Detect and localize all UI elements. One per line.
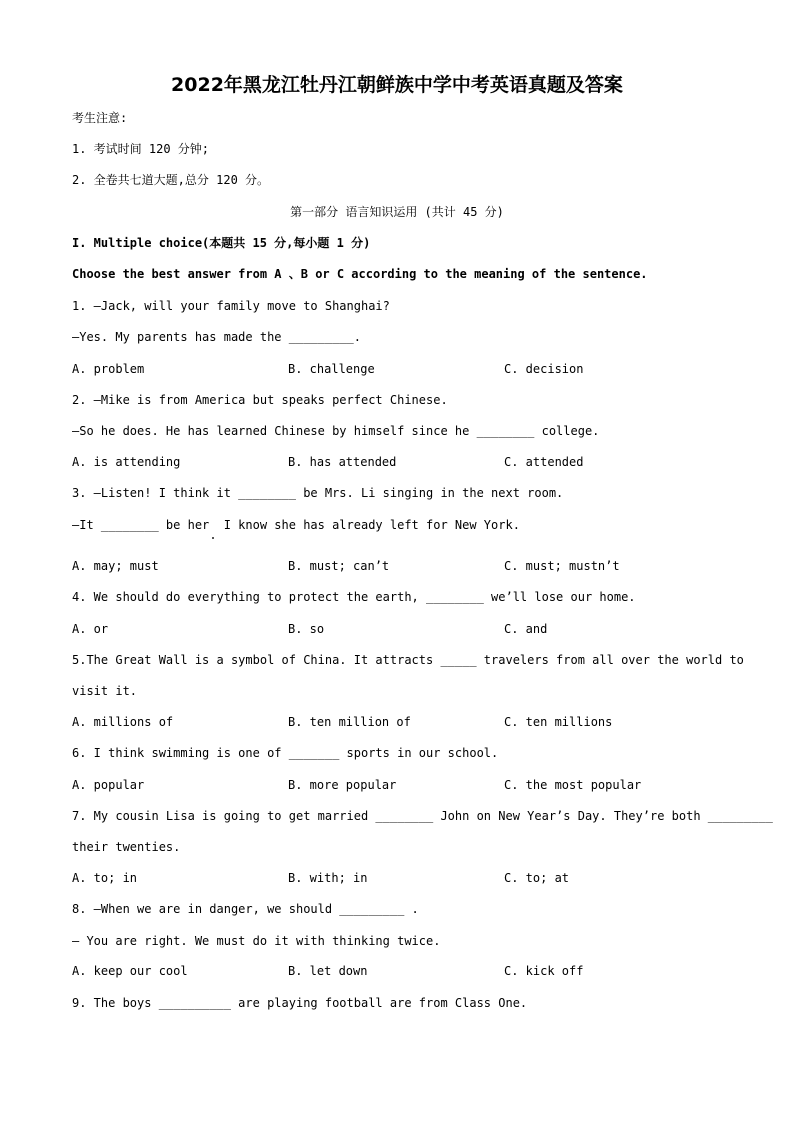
question-5-option-c: C. ten millions: [504, 715, 613, 729]
question-1-option-a: A. problem: [72, 362, 145, 376]
section-instruction: Choose the best answer from A 、B or C according to the meaning of the sentence.: [72, 267, 648, 281]
question-4-option-c: C. and: [504, 622, 548, 636]
question-6-option-b: B. more popular: [288, 778, 397, 792]
question-1-line-1: 1. —Jack, will your family move to Shanghai?: [72, 299, 390, 313]
question-2-option-a: A. is attending: [72, 455, 181, 469]
question-3-option-b: B. must; can’t: [288, 559, 390, 573]
question-5-line-2: visit it.: [72, 684, 138, 698]
question-1-option-c: C. decision: [504, 362, 584, 376]
question-7-option-c: C. to; at: [504, 871, 570, 885]
question-2-line-2: —So he does. He has learned Chinese by himself since he ________ college.: [72, 424, 600, 438]
question-4-line-1: 4. We should do everything to protect the earth, ________ we’ll lose our home.: [72, 590, 636, 604]
question-2-option-b: B. has attended: [288, 455, 397, 469]
question-8-line-2: — You are right. We must do it with thinking twice.: [72, 934, 441, 948]
question-5-option-b: B. ten million of: [288, 715, 411, 729]
question-7-option-a: A. to; in: [72, 871, 138, 885]
notice-heading: 考生注意:: [72, 111, 128, 125]
question-4-option-b: B. so: [288, 622, 325, 636]
question-4-option-a: A. or: [72, 622, 109, 636]
question-3-line-1: 3. —Listen! I think it ________ be Mrs. Li singing in the next room.: [72, 486, 564, 500]
notice-item-2: 2. 全卷共七道大题,总分 120 分。: [72, 173, 270, 187]
stray-dot: [212, 537, 214, 539]
question-8-line-1: 8. —When we are in danger, we should _________ .: [72, 902, 419, 916]
question-8-option-b: B. let down: [288, 964, 368, 978]
question-5-line-1: 5.The Great Wall is a symbol of China. It attracts _____ travelers from all over the world to: [72, 653, 744, 667]
question-1-option-b: B. challenge: [288, 362, 375, 376]
question-1-line-2: —Yes. My parents has made the _________.: [72, 330, 361, 344]
question-5-option-a: A. millions of: [72, 715, 174, 729]
question-8-option-c: C. kick off: [504, 964, 584, 978]
part-heading: 第一部分 语言知识运用 (共计 45 分): [290, 205, 504, 219]
question-6-line-1: 6. I think swimming is one of _______ sports in our school.: [72, 746, 499, 760]
section-heading: I. Multiple choice(本题共 15 分,每小题 1 分): [72, 236, 371, 250]
question-2-line-1: 2. —Mike is from America but speaks perfect Chinese.: [72, 393, 448, 407]
question-9-line-1: 9. The boys __________ are playing football are from Class One.: [72, 996, 528, 1010]
question-6-option-a: A. popular: [72, 778, 145, 792]
question-3-option-a: A. may; must: [72, 559, 159, 573]
question-7-line-2: their twenties.: [72, 840, 181, 854]
page-title: 2022年黑龙江牡丹江朝鲜族中学中考英语真题及答案: [171, 74, 623, 96]
question-7-option-b: B. with; in: [288, 871, 368, 885]
question-6-option-c: C. the most popular: [504, 778, 642, 792]
question-3-option-c: C. must; mustn’t: [504, 559, 620, 573]
question-8-option-a: A. keep our cool: [72, 964, 188, 978]
question-7-line-1: 7. My cousin Lisa is going to get married ________ John on New Year’s Day. They’re both _________: [72, 809, 773, 823]
question-3-line-2: —It ________ be her I know she has already left for New York.: [72, 518, 520, 532]
question-2-option-c: C. attended: [504, 455, 584, 469]
notice-item-1: 1. 考试时间 120 分钟;: [72, 142, 210, 156]
